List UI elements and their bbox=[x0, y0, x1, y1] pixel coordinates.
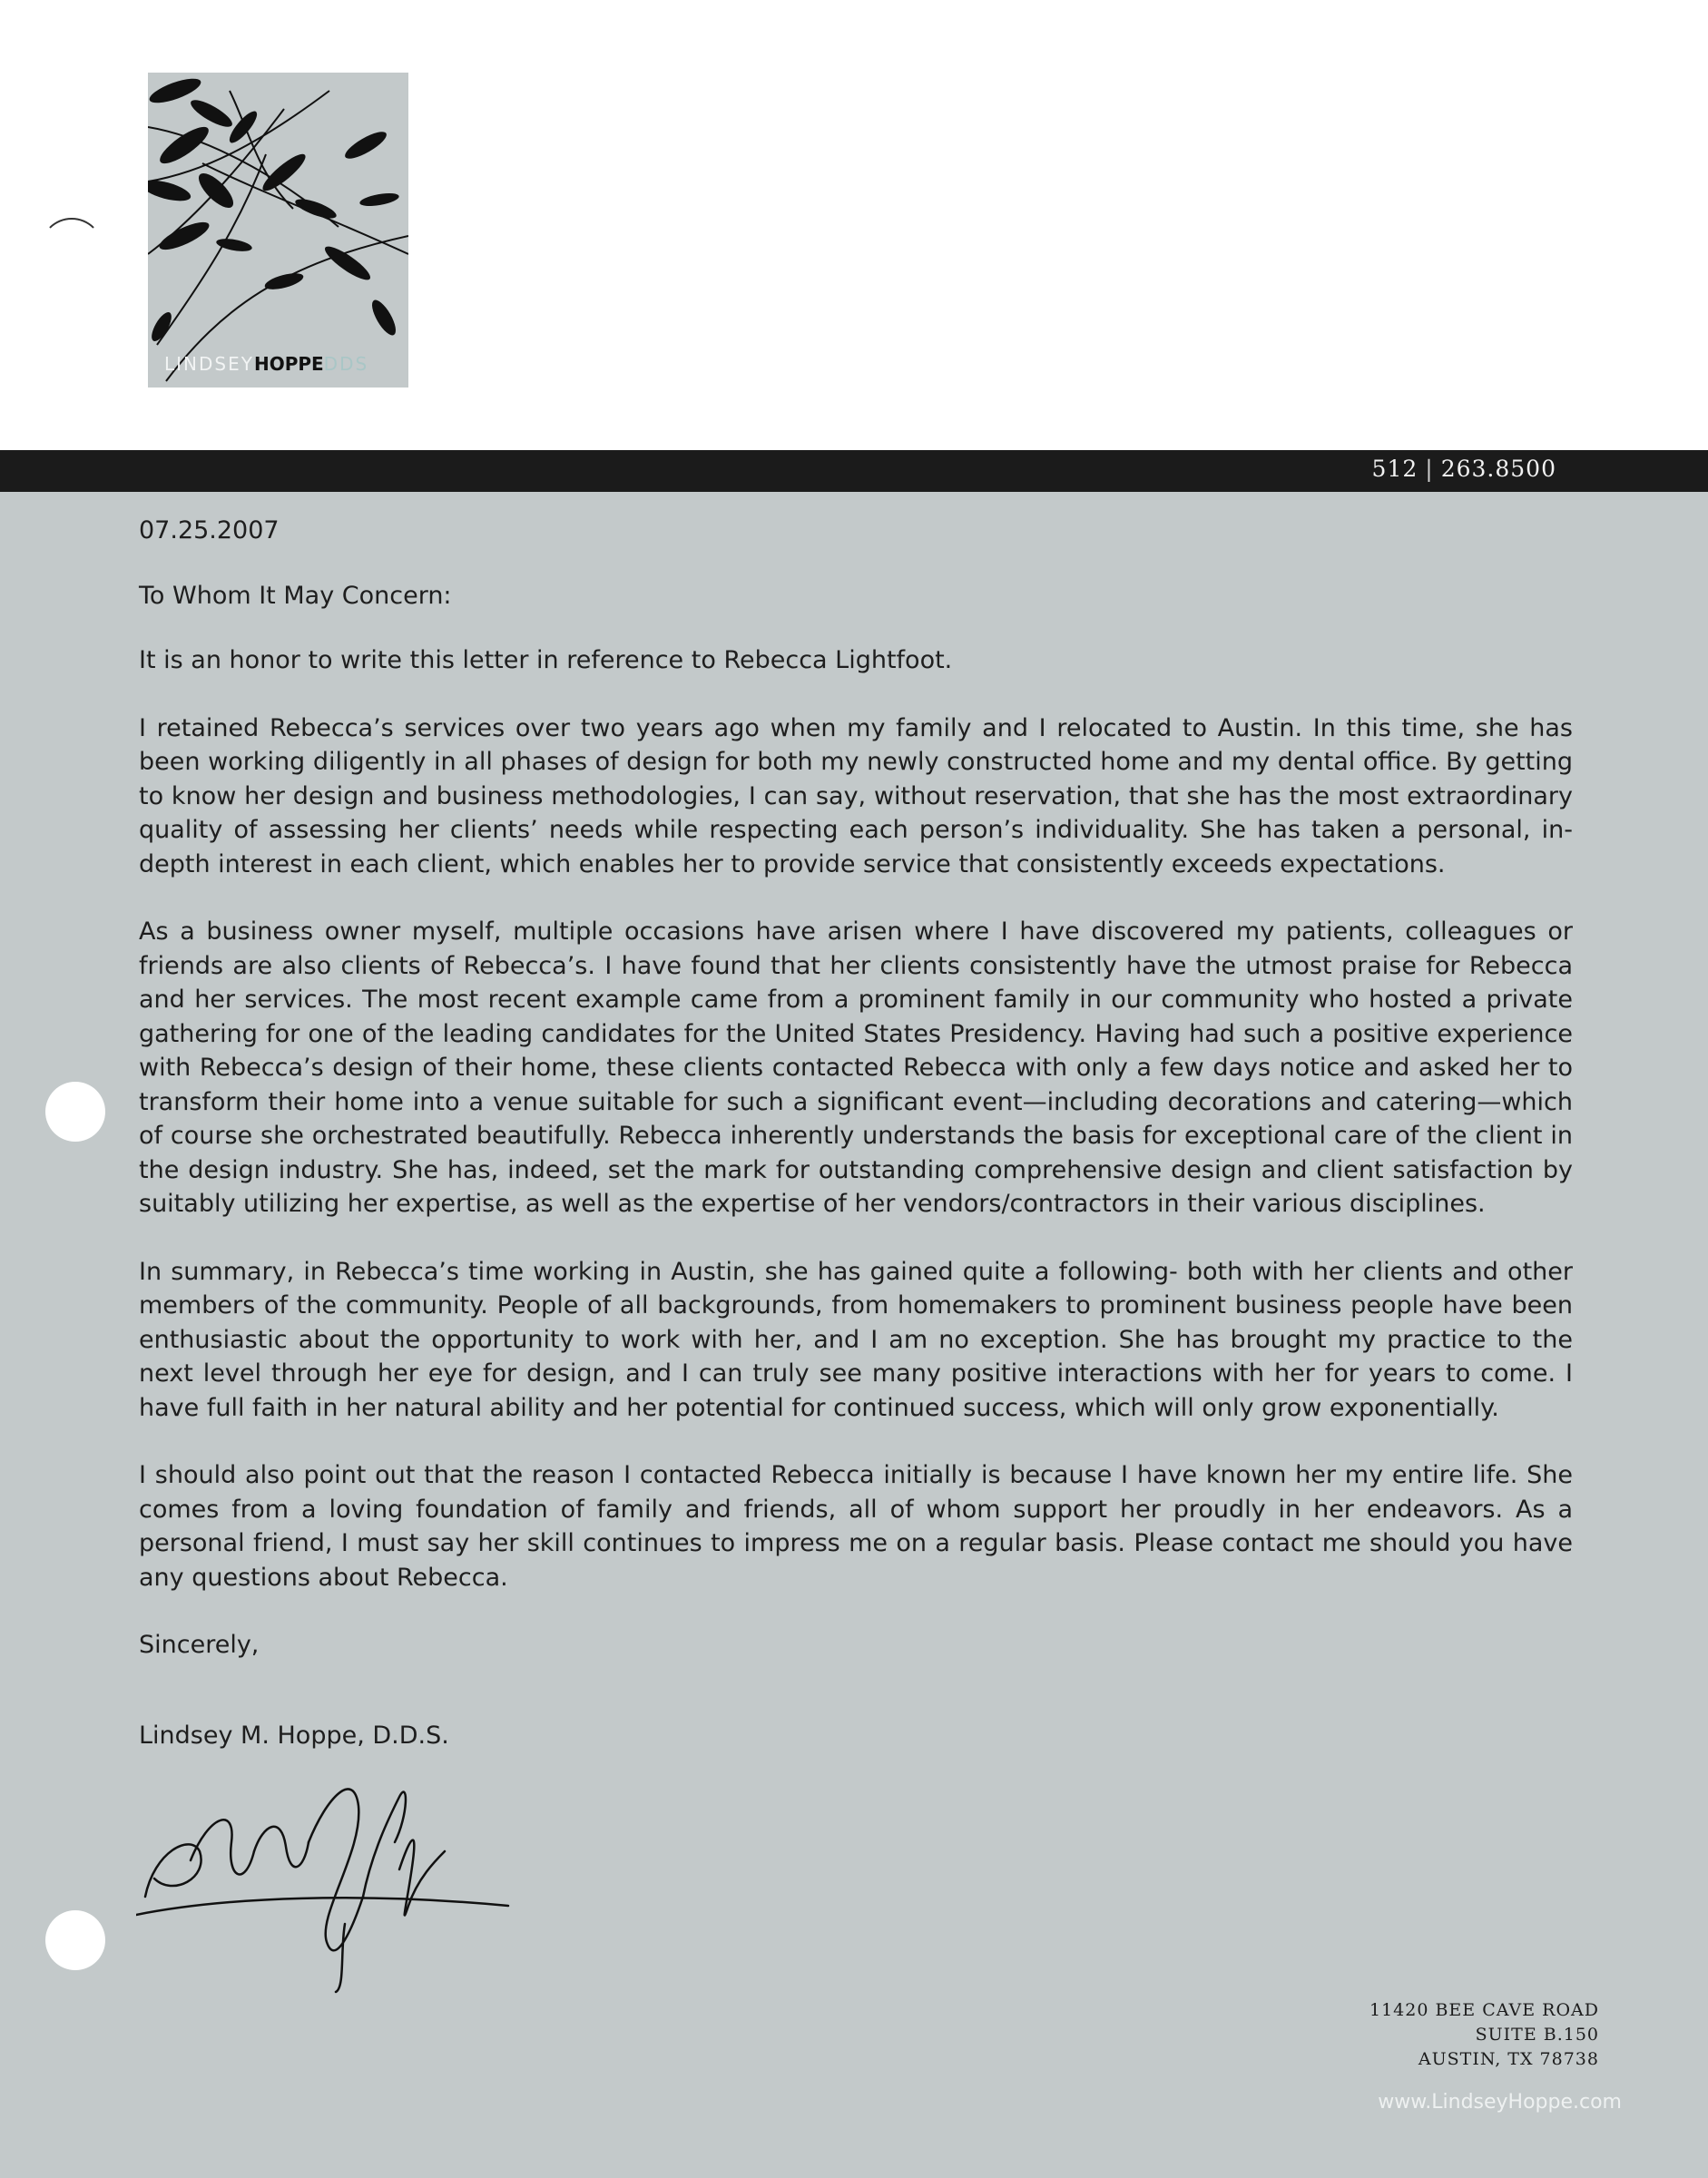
logo-last-name: HOPPE bbox=[253, 353, 324, 375]
signature-icon bbox=[136, 1761, 517, 1996]
phone-local-number: 263.8500 bbox=[1440, 456, 1556, 482]
phone-separator: | bbox=[1425, 456, 1434, 482]
logo bbox=[148, 73, 408, 388]
paragraph: I should also point out that the reason I contacted Rebecca initially is because I have known her my entire life. She comes from a loving foundation of family and friends, all of whom support her proudly in her endeavors. As a personal friend, I must say her skill continues to impress me on a regular basis. Please contact me should you have any questions about Rebecca. bbox=[139, 1461, 1573, 1592]
punch-hole bbox=[45, 1910, 105, 1970]
header-bar bbox=[0, 450, 1708, 492]
closing: Sincerely, bbox=[139, 1631, 260, 1659]
letter-text bbox=[139, 514, 1573, 1752]
logo-first-name: LINDSEY bbox=[164, 353, 254, 375]
address-line: AUSTIN, TX 78738 bbox=[1418, 2049, 1599, 2069]
salutation: To Whom It May Concern: bbox=[139, 581, 452, 610]
letterhead-top bbox=[0, 0, 1708, 450]
paragraph: It is an honor to write this letter in reference to Rebecca Lightfoot. bbox=[139, 646, 953, 674]
address-line: SUITE B.150 bbox=[1475, 2025, 1599, 2045]
letter-body bbox=[0, 492, 1708, 2178]
phone-number bbox=[1372, 456, 1556, 482]
punch-hole bbox=[45, 1082, 105, 1142]
phone-area-code: 512 bbox=[1371, 456, 1418, 482]
paragraph: I retained Rebecca’s services over two years ago when my family and I relocated to Austin. In this time, she has been working diligently in all phases of design for both my newly constructed home and my dental office. By getting to know her design and business methodologies, I can say, without reservation, that she has the most extraordinary quality of assessing her clients’ needs while respecting each person’s individuality. She has taken a personal, in-depth interest in each client, which enables her to provide service that consistently exceeds expectations. bbox=[139, 713, 1573, 878]
signer-name: Lindsey M. Hoppe, D.D.S. bbox=[139, 1721, 449, 1750]
paragraph: As a business owner myself, multiple occasions have arisen where I have discovered my patients, colleagues or friends are also clients of Rebecca’s. I have found that her clients consistently have the utmost praise for Rebecca and her services. The most recent example came from a prominent family in our community who hosted a private gathering for one of the leading candidates for the United States Presidency. Having had such a positive experience with Rebecca’s design of their home, these clients contacted Rebecca with only a few days notice and asked her to transform their home into a venue suitable for such a significant event—including decorations and catering—which of course she orchestrated beautifully. Rebecca inherently understands the basis for exceptional care of the client in the design industry. She has, indeed, set the mark for outstanding comprehensive design and client satisfaction by suitably utilizing her expertise, as well as the expertise of her vendors/contractors in their various disciplines. bbox=[139, 917, 1573, 1218]
letter-date: 07.25.2007 bbox=[139, 516, 280, 544]
logo-wordmark bbox=[164, 353, 368, 375]
office-address bbox=[1369, 1998, 1599, 2072]
address-line: 11420 BEE CAVE ROAD bbox=[1369, 2000, 1599, 2020]
website-link[interactable]: www.LindseyHoppe.com bbox=[1378, 2091, 1622, 2114]
logo-suffix: DDS bbox=[323, 353, 369, 375]
punch-hole-mark bbox=[40, 218, 103, 281]
paragraph: In summary, in Rebecca’s time working in Austin, she has gained quite a following- both with her clients and other members of the community. People of all backgrounds, from homemakers to prominent business people have been enthusiastic about the opportunity to work with her, and I am no exception. She has brought my practice to the next level through her eye for design, and I can truly see many positive interactions with her for years to come. I have full faith in her natural ability and her potential for continued success, which will only grow exponentially. bbox=[139, 1257, 1573, 1422]
bamboo-leaves-icon bbox=[148, 73, 408, 388]
